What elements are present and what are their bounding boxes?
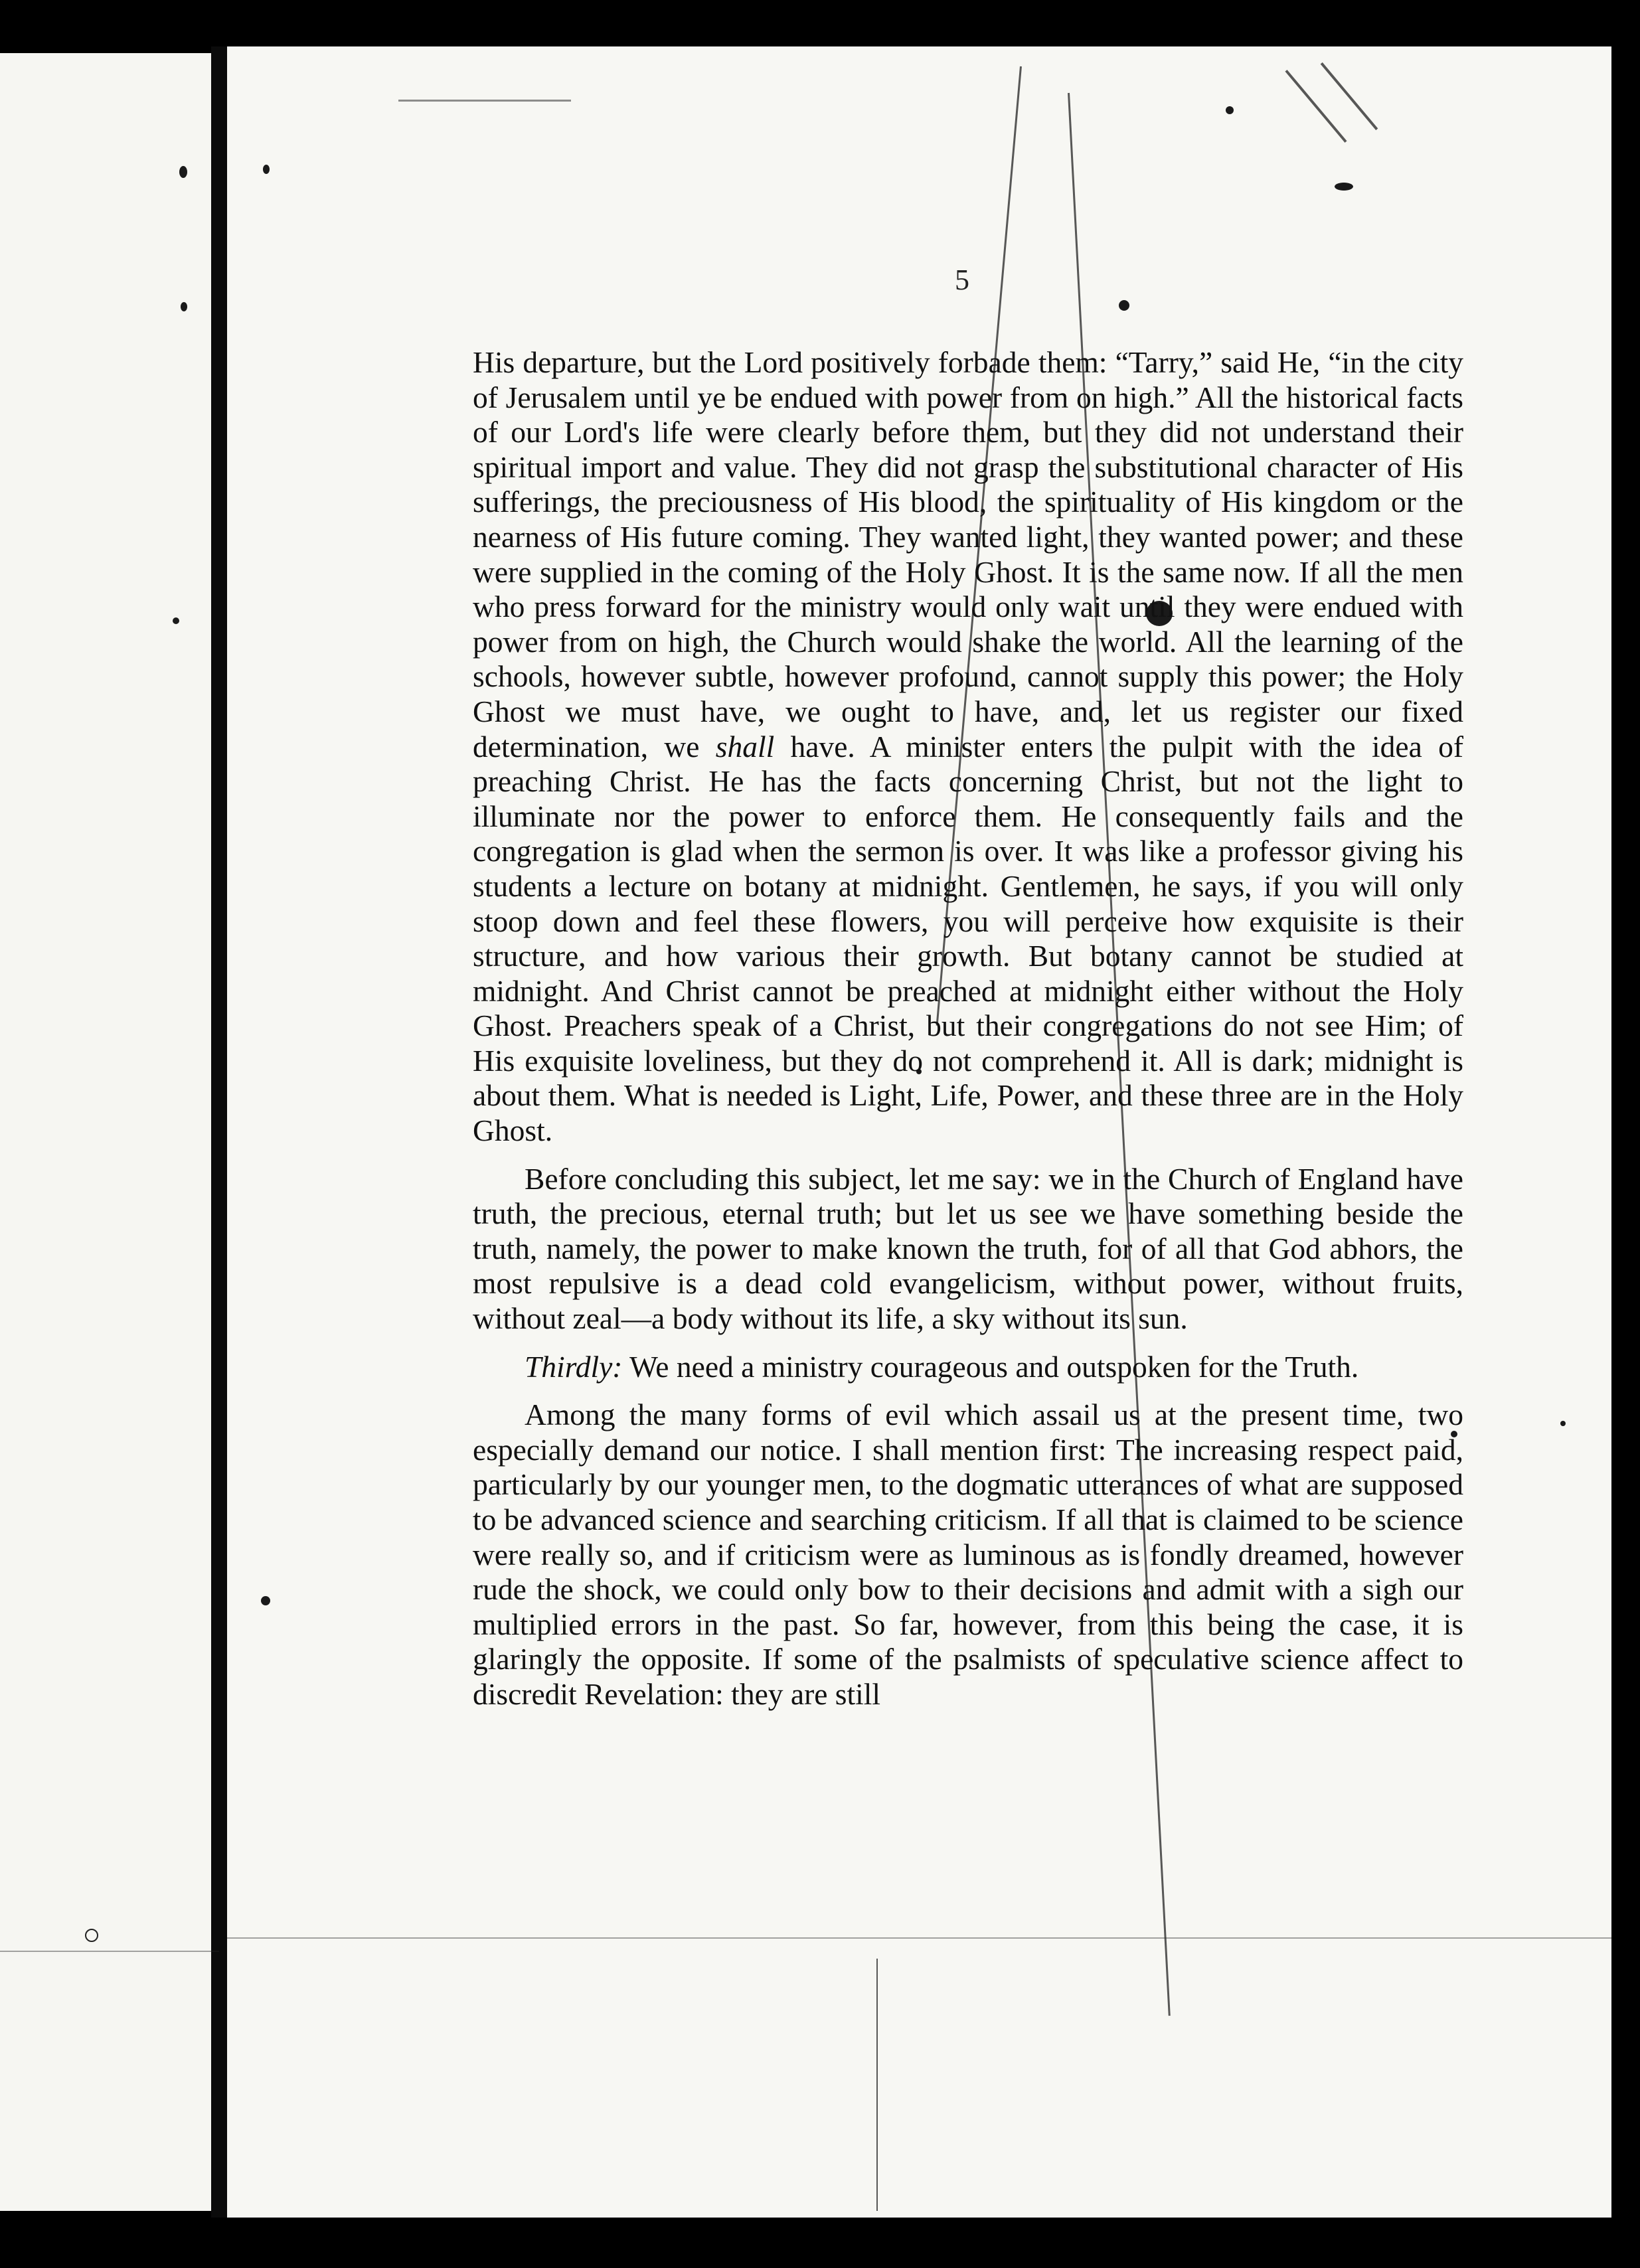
- paragraph-4: [473, 1398, 1463, 1712]
- scan-speck: [1119, 300, 1129, 311]
- scan-scratch: [0, 1951, 219, 1952]
- scan-scratch: [876, 1959, 878, 2211]
- text-segment: Among the many forms of evil which assail us at the present time, two especially demand our notice. I shall mention first: The increasing respect paid, particularly by our younger men, to the dogmatic utterances of what are supposed to be advanced science and searching criticism. If all that is claimed to be science were really so, and if criticism were as luminous as is fondly dreamed, however rude the shock, we could only bow to their decisions and admit with a sigh our multiplied errors in the past. So far, however, from this being the case, it is glaringly the opposite. If some of the psalmists of speculative science affect to discredit Revelation: they are still: [473, 1398, 1463, 1711]
- scan-border-top: [0, 0, 1640, 46]
- facing-page-margin: [0, 53, 211, 2211]
- scan-speck: [181, 302, 187, 311]
- italic-segment: Thirdly:: [525, 1349, 623, 1384]
- text-segment: Before concluding this subject, let me say: we in the Church of England have truth, the precious, eternal truth; but let us see we have something beside the truth, namely, the power to make known the truth, for of all that God abhors, the most repulsive is a dead cold evangelicism, without power, without fruits, without zeal—a body without its life, a sky without its sun.: [473, 1161, 1463, 1336]
- scan-scratch: [398, 100, 571, 102]
- body-text: [473, 345, 1463, 1712]
- binding-gutter: [211, 46, 227, 2218]
- scan-speck: [261, 1596, 270, 1605]
- paragraph-2: [473, 1162, 1463, 1336]
- text-segment: have. A minister enters the pulpit with the idea of preaching Christ. He has the facts concerning Christ, but not the light to illuminate nor the power to enforce them. He consequently fails and the congregation is glad when the sermon is over. It was like a professor giving his students a lecture on botany at midnight. Gentlemen, he says, if you will only stoop down and feel these flowers, you will perceive how exquisite is their structure, and how various their growth. But botany cannot be studied at midnight. And Christ cannot be preached at midnight either without the Holy Ghost. Preachers speak of a Christ, but their congregations do not see Him; of His exquisite loveliness, but they do not comprehend it. All is dark; midnight is about them. What is needed is Light, Life, Power, and these three are in the Holy Ghost.: [473, 729, 1463, 1148]
- paragraph-1: [473, 345, 1463, 1149]
- scan-border-right: [1611, 0, 1640, 2268]
- text-segment: His departure, but the Lord positively forbade them: “Tarry,” said He, “in the city of Jerusalem until ye be endued with power from on high.” All the historical facts of our Lord's life were clearly before them, but they did not understand their spiritual import and value. They did not grasp the substitutional character of His sufferings, the preciousness of His blood, the spirituality of His kingdom or the nearness of His future coming. They wanted light, they wanted power; and these were supplied in the coming of the Holy Ghost. It is the same now. If all the men who press forward for the ministry would only wait until they were endued with power from on high, the Church would shake the world. All the learning of the schools, however subtle, however profound, cannot supply this power; the Holy Ghost we must have, we ought to have, and, let us register our fixed determination, we: [473, 345, 1463, 764]
- scan-scratch: [227, 1937, 1611, 1939]
- scan-speck: [1335, 183, 1353, 191]
- scan-speck: [173, 617, 179, 624]
- scan-speck: [179, 166, 187, 178]
- text-segment: We need a ministry courageous and outspoken for the Truth.: [622, 1349, 1359, 1384]
- italic-segment: shall: [715, 729, 775, 764]
- paragraph-3: [473, 1350, 1463, 1385]
- scan-speck: [1226, 106, 1234, 114]
- scan-speck: [1560, 1421, 1566, 1426]
- scan-speck: [263, 165, 270, 174]
- page-number: 5: [955, 264, 969, 296]
- scan-speck: [85, 1929, 98, 1942]
- scan-border-bottom: [0, 2218, 1640, 2268]
